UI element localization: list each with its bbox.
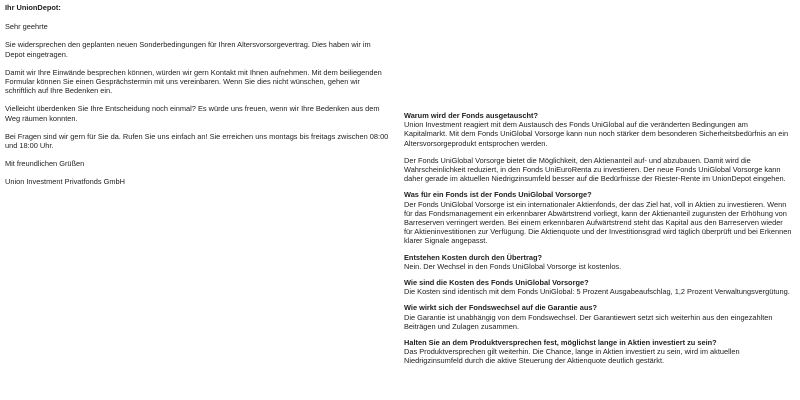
- faq-answer-paragraph: Die Kosten sind identisch mit dem Fonds UniGlobal: 5 Prozent Ausgabeaufschlag, 1,2 Prozent Verwaltungsvergütung.: [404, 287, 790, 297]
- letter-paragraph: Vielleicht überdenken Sie Ihre Entscheidung noch einmal? Es würde uns freuen, wenn wir Ihre Bedenken aus dem Weg räumen konnten.: [5, 104, 380, 123]
- letter-closing: Mit freundlichen Grüßen: [5, 159, 85, 169]
- letter-sender: Union Investment Privatfonds GmbH: [5, 177, 125, 187]
- letter-column: [5, 3, 390, 196]
- faq-answer: [404, 200, 792, 246]
- faq-question: Wie wirkt sich der Fondswechsel auf die Garantie aus?: [404, 303, 597, 313]
- faq-item: [404, 278, 792, 296]
- faq-answer: [404, 262, 792, 271]
- faq-item: [404, 338, 792, 366]
- faq-answer: [404, 313, 792, 331]
- faq-answer: [404, 347, 792, 365]
- letter-greeting: Sehr geehrte: [5, 22, 48, 32]
- letter-paragraph: Sie widersprechen den geplanten neuen Sonderbedingungen für Ihren Altersvorsorgevertrag. Dies haben wir im Depot eingetragen.: [5, 40, 371, 59]
- faq-item: [404, 253, 792, 271]
- faq-answer-paragraph: Nein. Der Wechsel in den Fonds UniGlobal Vorsorge ist kostenlos.: [404, 261, 622, 271]
- faq-answer-paragraph: Union Investment reagiert mit dem Austausch des Fonds UniGlobal auf die veränderten Bedingungen am Kapitalmarkt. Mit dem Fonds UniGlobal Vorsorge kann nun noch stärker dem besonderen Sicherheitsbedürfnis an ein Altersvorsorgeprodukt entsprochen werden.: [404, 120, 789, 148]
- faq-answer: [404, 120, 792, 183]
- faq-item: [404, 303, 792, 331]
- faq-answer: [404, 287, 792, 296]
- faq-item: [404, 190, 792, 245]
- letter-paragraph: Bei Fragen sind wir gern für Sie da. Rufen Sie uns einfach an! Sie erreichen uns montags bis freitags zwischen 08:00 und 18:00 Uhr.: [5, 131, 389, 151]
- letter-paragraph: Damit wir Ihre Einwände besprechen können, würden wir gern Kontakt mit Ihnen aufnehmen. Mit dem beiliegenden Formular können Sie einen Gesprächstermin mit uns vereinbaren. Wenn Sie dies nicht wünschen, gehen wir schriftlich auf Ihre Bedenken ein.: [5, 67, 382, 96]
- letter-heading: Ihr UnionDepot:: [5, 3, 61, 12]
- faq-question: Was für ein Fonds ist der Fonds UniGlobal Vorsorge?: [404, 190, 592, 200]
- faq-question: Warum wird der Fonds ausgetauscht?: [404, 111, 539, 120]
- faq-question: Entstehen Kosten durch den Übertrag?: [404, 252, 542, 262]
- faq-answer-paragraph: Die Garantie ist unabhängig von dem Fondswechsel. Der Garantiewert setzt sich weiterhin aus den eingezahlten Beiträgen und Zulagen zusammen.: [404, 312, 773, 331]
- faq-question: Halten Sie an dem Produktversprechen fest, möglichst lange in Aktien investiert zu sein?: [404, 338, 717, 348]
- faq-answer-paragraph: Der Fonds UniGlobal Vorsorge bietet die Möglichkeit, den Aktienanteil auf- und abzubauen. Damit wird die Wahrscheinlichkeit reduziert, in den Fonds UniEuroRenta zu investieren. Der neue Fonds UniGlobal Vorsorge kann daher gerade im aktuellen Niedrigzinsumfeld besser auf die Bedürfnisse der Riester-Rente im UnionDepot eingehen.: [404, 155, 786, 184]
- faq-question: Wie sind die Kosten des Fonds UniGlobal Vorsorge?: [404, 278, 589, 288]
- faq-answer-paragraph: Der Fonds UniGlobal Vorsorge ist ein internationaler Aktienfonds, der das Ziel hat, voll in Aktien zu investieren. Wenn für das Fondsmanagement ein erkennbarer Abwärtstrend vorliegt, kann der Aktienanteil zugunsten der Erhöhung von Barreserven verringert werden. Bei einem erkennbaren Aufwärtstrend steht das Kapital aus den Barreserven wieder für Aktieninvestitionen zur Verfügung. Die Aktienquote und der Investitionsgrad wird täglich überprüft und bei Erkennen klarer Signale angepasst.: [404, 199, 792, 246]
- faq-answer-paragraph: Das Produktversprechen gilt weiterhin. Die Chance, lange in Aktien investiert zu sein, wird im aktuellen Niedrigzinsumfeld durch die aktive Steuerung der Aktienquote deutlich gestärkt.: [404, 347, 740, 366]
- faq-column: [404, 111, 792, 373]
- faq-item: [404, 111, 792, 183]
